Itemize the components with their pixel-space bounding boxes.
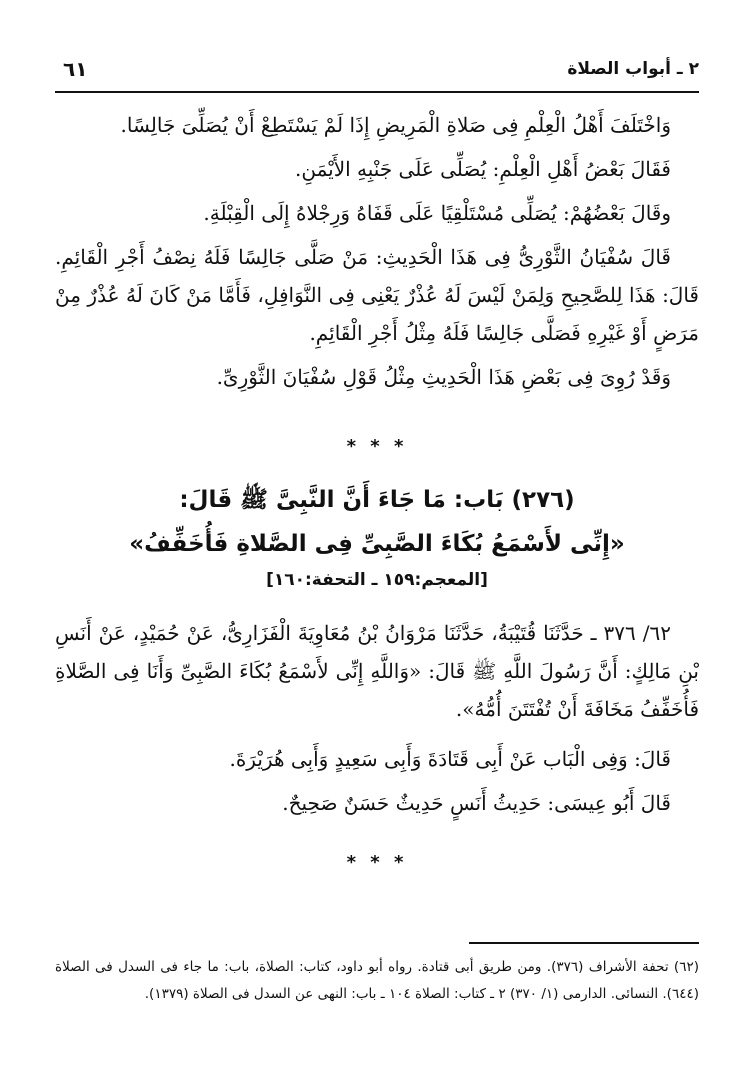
chapter-title-line-2: «إِنِّى لأَسْمَعُ بُكَاءَ الصَّبِىِّ فِى الصَّلاةِ فَأُخَفِّفُ» <box>129 531 625 557</box>
running-title: ٢ ـ أبواب الصلاة <box>567 59 699 79</box>
top-section <box>55 106 699 396</box>
footnotes <box>55 954 699 1008</box>
paragraph-some-scholars: فَقَالَ بَعْضُ أَهْلِ الْعِلْمِ: يُصَلِّى عَلَى جَنْبِهِ الأَيْمَنِ. <box>295 157 671 181</box>
page-header <box>55 55 699 93</box>
chapter-heading <box>55 478 699 566</box>
page-number: ٦١ <box>63 57 88 81</box>
chapter-title-line-1: (٢٧٦) بَاب: مَا جَاءَ أَنَّ النَّبِىَّ ﷺ قَالَ: <box>179 487 575 513</box>
hadith-grading: قَالَ أَبُو عِيسَى: حَدِيثُ أَنَسٍ حَدِيثٌ حَسَنٌ صَحِيحٌ. <box>282 791 671 815</box>
paragraph-others: وقَالَ بَعْضُهُمْ: يُصَلِّى مُسْتَلْقِيًا عَلَى قَفَاهُ وَرِجْلاهُ إِلَى الْقِبْلَةِ. <box>203 201 671 225</box>
hadith-chapter-note: قَالَ: وَفِى الْبَاب عَنْ أَبِى قَتَادَةَ وَأَبِى سَعِيدٍ وَأَبِى هُرَيْرَةَ. <box>229 747 671 771</box>
paragraph-narration: وَقَدْ رُوِىَ فِى بَعْضِ هَذَا الْحَدِيثِ مِثْلُ قَوْلِ سُفْيَانَ الثَّوْرِىِّ. <box>216 365 671 389</box>
hadith-section <box>55 614 699 822</box>
section-separator: * * * <box>346 436 408 457</box>
paragraph-sufyan: قَالَ سُفْيَانُ الثَّوْرِىُّ فِى هَذَا الْحَدِيثِ: مَنْ صَلَّى جَالِسًا فَلَهُ نِصْفُ أَجْرِ الْقَائِمِ. قَالَ: هَذَا لِلصَّحِيحِ وَلِمَنْ لَيْسَ لَهُ عُذْرٌ يَعْنِى فِى النَّوَافِلِ، فَأَمَّا مَنْ كَانَ لَهُ عُذْرٌ مِنْ مَرَضٍ أَوْ غَيْرِهِ فَصَلَّى جَالِسًا فَلَهُ مِثْلُ أَجْرِ الْقَائِمِ. <box>55 245 699 345</box>
hadith-text: ٦٢/ ٣٧٦ ـ حَدَّثَنَا قُتَيْبَةُ، حَدَّثَنَا مَرْوَانُ بْنُ مُعَاوِيَةَ الْفَزَارِىُّ، عَنْ حُمَيْدٍ، عَنْ أَنَسِ بْنِ مَالِكٍ: أَنَّ رَسُولَ اللَّهِ ﷺ قَالَ: «وَاللَّهِ إِنِّى لأَسْمَعُ بُكَاءَ الصَّبِىِّ وَأَنَا فِى الصَّلاةِ فَأُخَفِّفُ مَخَافَةَ أَنْ تُفْتَتَنَ أُمُّهُ». <box>55 621 699 721</box>
footnote-divider <box>469 942 699 944</box>
footnote-62: (٦٢) تحفة الأشراف (٣٧٦). ومن طريق أبى قتادة. رواه أبو داود، كتاب: الصلاة، باب: ما جاء فى السدل فى الصلاة (٦٤٤). النسائى. الدارمى (١/ ٣٧٠) ٢ ـ كتاب: الصلاة ١٠٤ ـ باب: النهى عن السدل فى الصلاة (١٣٧٩). <box>55 959 699 1002</box>
paragraph-disagreement: وَاخْتَلَفَ أَهْلُ الْعِلْمِ فِى صَلاةِ الْمَرِيضِ إِذَا لَمْ يَسْتَطِعْ أَنْ يُصَلِّىَ جَالِسًا. <box>120 113 671 137</box>
section-separator-bottom: * * * <box>346 852 408 873</box>
chapter-reference: [المعجم:١٥٩ ـ التحفة:١٦٠] <box>266 570 488 590</box>
